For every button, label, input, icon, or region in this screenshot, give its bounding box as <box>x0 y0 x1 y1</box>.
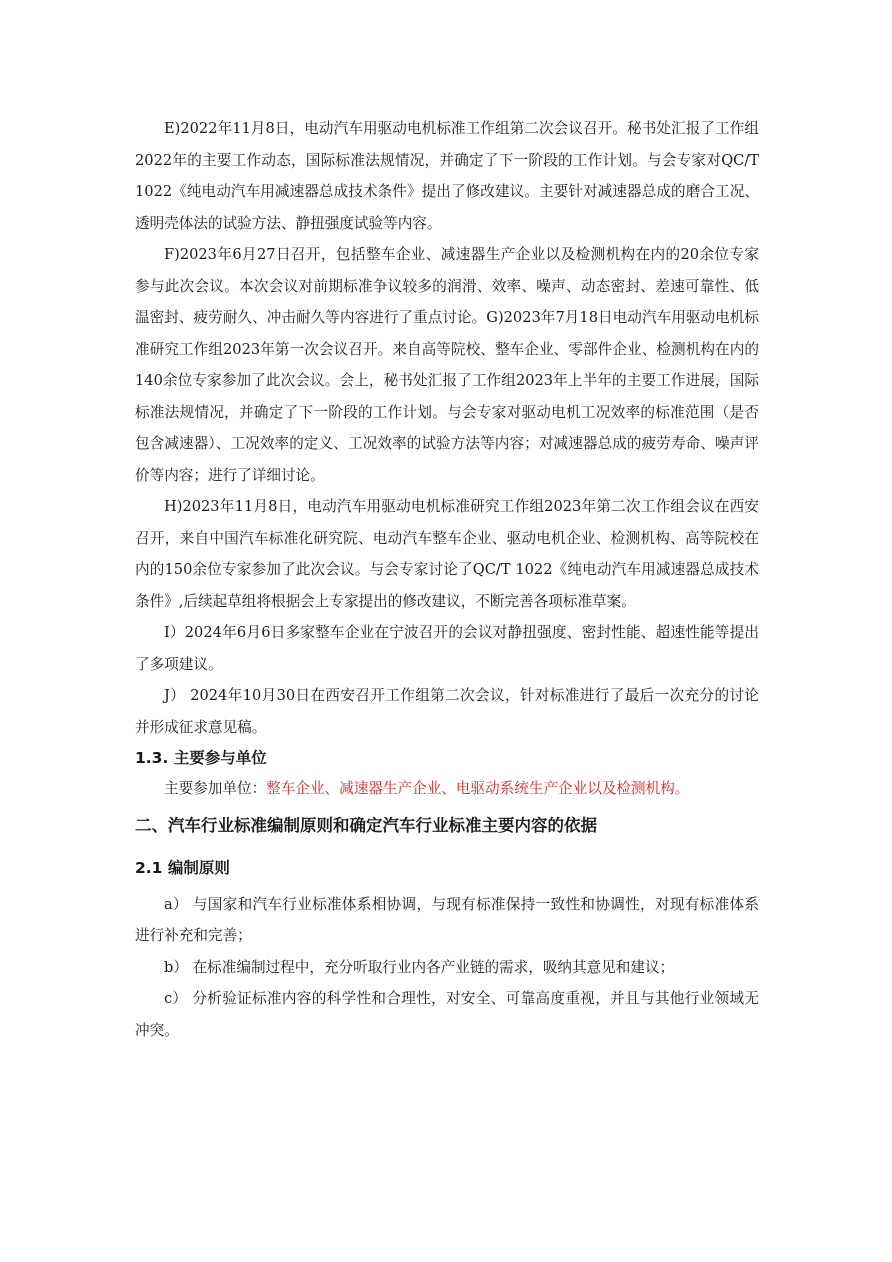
participants-label: 主要参加单位： <box>164 780 267 797</box>
chapter-2-heading: 二、汽车行业标准编制原则和确定汽车行业标准主要内容的依据 <box>135 815 597 835</box>
principle-item-b: b） 在标准编制过程中，充分听取行业内各产业链的需求，吸纳其意见和建议； <box>164 958 675 976</box>
spacer <box>135 841 759 853</box>
paragraph-h: H)2023年11月8日，电动汽车用驱动电机标准研究工作组2023年第二次工作组会议在西安召开，来自中国汽车标准化研究院、电动汽车整车企业、驱动电机企业、检测机构、高等院校在内的150余位专家参加了此次会议。与会专家讨论了QC/T 1022《纯电动汽车用减速器总成技术条件》,后续起草组将根据会上专家提出的修改建议，不断完善各项标准草案。 <box>135 498 759 610</box>
paragraph-j: J） 2024年10月30日在西安召开工作组第二次会议，针对标准进行了最后一次充分的讨论并形成征求意见稿。 <box>135 687 759 736</box>
participants-value: 整车企业、减速器生产企业、电驱动系统生产企业以及检测机构。 <box>266 780 690 797</box>
section-2-1-heading: 2.1 编制原则 <box>135 858 230 877</box>
document-page <box>135 113 759 1046</box>
section-1-3-heading: 1.3. 主要参与单位 <box>135 749 267 767</box>
principle-item-a: a） 与国家和汽车行业标准体系相协调，与现有标准保持一致性和协调性，对现有标准体系进行补充和完善； <box>135 895 759 944</box>
paragraph-i: I）2024年6月6日多家整车企业在宁波召开的会议对静扭强度、密封性能、超速性能等提出了多项建议。 <box>135 624 759 673</box>
principle-item-c: c） 分析验证标准内容的科学性和合理性，对安全、可靠高度重视，并且与其他行业领域无冲突。 <box>135 990 759 1039</box>
participants-paragraph <box>135 773 759 805</box>
paragraph-f-g: F)2023年6月27日召开，包括整车企业、减速器生产企业以及检测机构在内的20余位专家参与此次会议。本次会议对前期标准争议较多的润滑、效率、噪声、动态密封、差速可靠性、低温密封、疲劳耐久、冲击耐久等内容进行了重点讨论。G)2023年7月18日电动汽车用驱动电机标准研究工作组2023年第一次会议召开。来自高等院校、整车企业、零部件企业、检测机构在内的140余位专家参加了此次会议。会上，秘书处汇报了工作组2023年上半年的主要工作进展，国际标准法规情况，并确定了下一阶段的工作计划。与会专家对驱动电机工况效率的标准范围（是否包含减速器）、工况效率的定义、工况效率的试验方法等内容；对减速器总成的疲劳寿命、噪声评价等内容；进行了详细讨论。 <box>135 246 759 484</box>
paragraph-e: E)2022年11月8日，电动汽车用驱动电机标准工作组第二次会议召开。秘书处汇报了工作组2022年的主要工作动态，国际标准法规情况，并确定了下一阶段的工作计划。与会专家对QC/T 1022《纯电动汽车用减速器总成技术条件》提出了修改建议。主要针对减速器总成的磨合工况、透明壳体法的试验方法、静扭强度试验等内容。 <box>135 120 759 232</box>
